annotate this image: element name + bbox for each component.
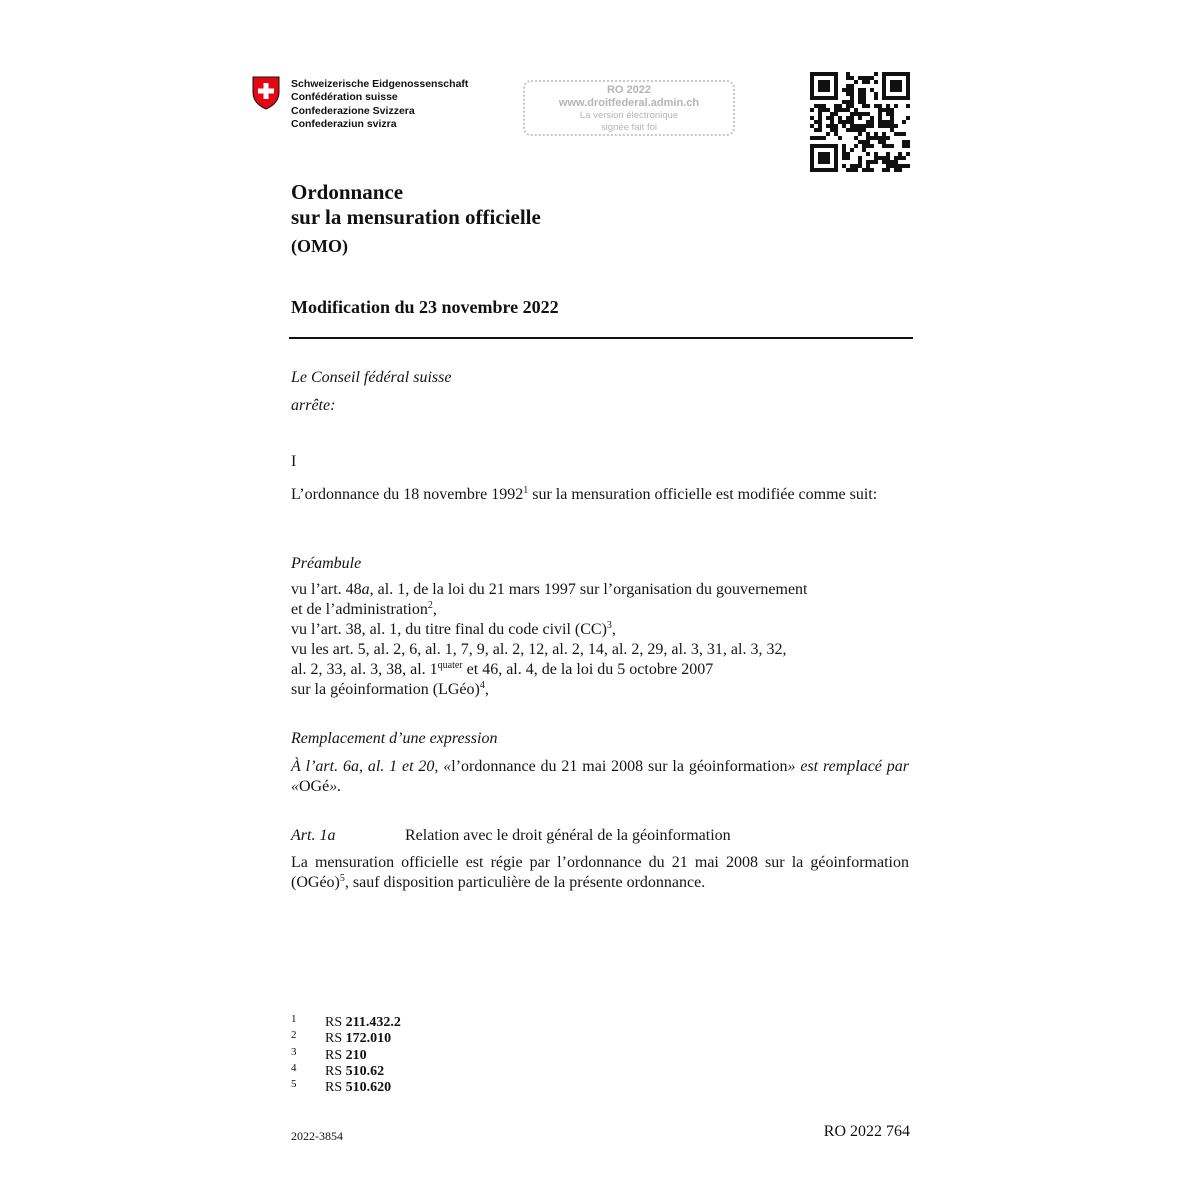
preamble-line-4: vu les art. 5, al. 2, 6, al. 1, 7, 9, al. 2, 12, al. 2, 14, al. 2, 29, al. 3, 31, al. 3, 32, xyxy=(291,641,787,658)
preamble-line-6 xyxy=(291,680,909,700)
footnote-ref-2[interactable]: 2 xyxy=(427,600,433,611)
article-number: Art. 1a xyxy=(291,827,336,844)
document-number: 2022-3854 xyxy=(291,1129,343,1143)
title-line-1: Ordonnance xyxy=(291,180,404,204)
article-text-a: La mensuration officielle est régie par l’ordonnance du 21 mai 2008 sur la géoinformation (OGéo) xyxy=(291,854,909,891)
title-line-2: sur la mensuration officielle xyxy=(291,205,541,229)
footnote-ref-3[interactable]: 3 xyxy=(606,620,612,631)
section-number: I xyxy=(291,453,297,470)
preamble-l1-a: vu l’art. 48 xyxy=(291,581,362,598)
replacement-c: » est remplacé par « xyxy=(291,758,910,795)
replacement-text xyxy=(291,757,909,797)
preamble-l1-b: a xyxy=(361,581,370,598)
footnote-text xyxy=(325,1064,384,1080)
confed-name-rm: Confederaziun svizra xyxy=(291,117,397,130)
stamp-line-4: signée fait foi xyxy=(601,121,657,133)
article-title: Relation avec le droit général de la géoinformation xyxy=(405,827,731,844)
footnote-text xyxy=(325,1048,367,1064)
footnote-prefix: RS xyxy=(325,1015,346,1030)
preamble-l5-a: al. 2, 33, al. 3, 38, al. 1 xyxy=(291,661,438,678)
preamble-l2: et de l’administration xyxy=(291,601,428,618)
footnote-ref-5[interactable]: 5 xyxy=(339,873,345,884)
replacement-b: l’ordonnance du 21 mai 2008 sur la géoinformation xyxy=(451,758,788,775)
intro-paragraph xyxy=(291,485,909,505)
preamble-l3-end: , xyxy=(611,621,616,638)
footnote-text xyxy=(325,1080,391,1096)
decides: arrête: xyxy=(291,397,336,414)
title-divider xyxy=(289,337,913,339)
stamp-line-1: RO 2022 xyxy=(606,84,652,96)
footnote-ref-4[interactable]: 4 xyxy=(479,680,485,691)
intro-text-a: L’ordonnance du 18 novembre 1992 xyxy=(291,486,524,503)
footnote-number: 1 xyxy=(291,1013,297,1025)
footnote-ref[interactable]: 211.432.2 xyxy=(345,1015,401,1030)
footnote-ref[interactable]: 210 xyxy=(345,1047,367,1063)
footnote-prefix: RS xyxy=(325,1063,346,1079)
preamble-l2-end: , xyxy=(432,601,437,618)
intro-text-b: sur la mensuration officielle est modifiée comme suit: xyxy=(528,486,878,503)
preamble-l1-c: , al. 1, de la loi du 21 mars 1997 sur l’organisation du gouvernement xyxy=(369,581,808,598)
replacement-a: À l’art. 6a, al. 1 et 20, « xyxy=(291,758,452,775)
replacement-e: ». xyxy=(329,778,342,795)
preamble-line-5 xyxy=(291,660,909,680)
article-text xyxy=(291,853,909,893)
preamble-line-2 xyxy=(291,600,909,620)
preamble-l6-end: , xyxy=(484,681,489,698)
document-title xyxy=(291,180,541,257)
preamble-line-3 xyxy=(291,620,909,640)
qr-code-icon[interactable] xyxy=(810,72,910,172)
confed-name-it: Confederazione Svizzera xyxy=(291,104,415,117)
stamp-line-2[interactable]: www.droitfederal.admin.ch xyxy=(558,97,700,109)
preamble-heading: Préambule xyxy=(291,555,362,572)
preamble-text xyxy=(291,580,909,700)
swiss-cross-icon xyxy=(251,76,281,110)
replacement-heading: Remplacement d’une expression xyxy=(291,730,498,747)
footnote-ref[interactable]: 510.62 xyxy=(345,1063,385,1079)
footnote-ref[interactable]: 172.010 xyxy=(345,1031,392,1047)
footnote-text xyxy=(325,1031,391,1047)
footnote-ref[interactable]: 510.620 xyxy=(345,1080,392,1096)
electronic-signature-stamp xyxy=(523,80,735,136)
footnote-prefix: RS xyxy=(325,1047,346,1063)
preamble-l6: sur la géoinformation (LGéo) xyxy=(291,681,480,698)
preamble-l5-b: et 46, al. 4, de la loi du 5 octobre 2007 xyxy=(462,661,714,678)
council-name: Le Conseil fédéral suisse xyxy=(291,369,452,386)
confed-name-de: Schweizerische Eidgenossenschaft xyxy=(291,78,469,90)
enacting-clause xyxy=(291,368,451,424)
footnote-number: 4 xyxy=(291,1061,297,1074)
footnote-prefix: RS xyxy=(325,1080,346,1096)
footnote-prefix: RS xyxy=(325,1031,346,1047)
official-compilation-reference: RO 2022 764 xyxy=(823,1123,910,1140)
stamp-line-3: La version électronique xyxy=(579,110,679,121)
preamble-line-1 xyxy=(291,580,909,600)
footnote-text xyxy=(325,1015,401,1031)
preamble-l5-sup: quater xyxy=(437,660,463,671)
footnote-number: 2 xyxy=(291,1029,297,1042)
footnote-number: 5 xyxy=(291,1078,297,1091)
modification-date: Modification du 23 novembre 2022 xyxy=(291,297,559,317)
replacement-d: OGé xyxy=(299,778,330,795)
title-abbreviation: (OMO) xyxy=(291,236,348,256)
footnote-ref-1[interactable]: 1 xyxy=(523,485,529,496)
confed-name-fr: Confédération suisse xyxy=(291,91,398,104)
confederation-names xyxy=(291,78,468,131)
footnote-number: 3 xyxy=(291,1045,297,1058)
preamble-l3: vu l’art. 38, al. 1, du titre final du code civil (CC) xyxy=(291,621,607,638)
article-text-b: , sauf disposition particulière de la présente ordonnance. xyxy=(344,874,706,891)
